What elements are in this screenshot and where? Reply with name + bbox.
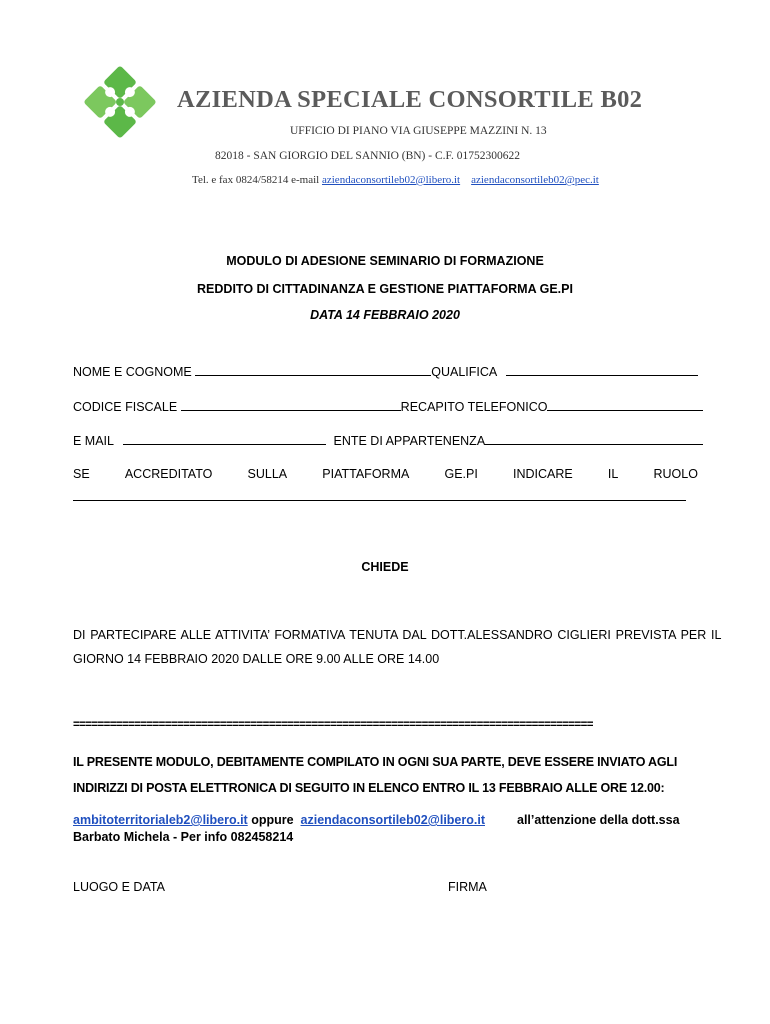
accreditato-word: RUOLO <box>653 467 698 481</box>
separator: ===================================================================================== <box>73 719 593 731</box>
organization-name: AZIENDA SPECIALE CONSORTILE B02 <box>177 86 643 113</box>
label-nome-cognome: NOME E COGNOME <box>73 365 192 379</box>
accreditato-word: SULLA <box>247 467 288 481</box>
notice-line1: IL PRESENTE MODULO, DEBITAMENTE COMPILATO IN OGNI SUA PARTE, DEVE ESSERE INVIATO AGLI <box>73 755 678 769</box>
accreditato-word: IL <box>607 467 619 481</box>
input-email[interactable] <box>123 432 326 445</box>
row-email-ente <box>73 432 703 448</box>
contacts-line1 <box>73 813 485 827</box>
input-recapito-telefonico[interactable] <box>547 398 703 411</box>
contact-attention: all’attenzione della dott.ssa <box>517 813 680 827</box>
form-title: MODULO DI ADESIONE SEMINARIO DI FORMAZIONE <box>226 254 544 268</box>
form-date: DATA 14 FEBBRAIO 2020 <box>310 308 460 322</box>
input-ente-appartenenza[interactable] <box>485 432 703 445</box>
label-ente-appartenenza: ENTE DI APPARTENENZA <box>333 434 486 448</box>
label-recapito-telefonico: RECAPITO TELEFONICO <box>400 400 548 414</box>
contact-email-ambito[interactable]: ambitoterritorialeb2@libero.it <box>73 813 248 827</box>
header-address-line1: UFFICIO DI PIANO VIA GIUSEPPE MAZZINI N. 13 <box>290 125 547 137</box>
notice-line2: INDIRIZZI DI POSTA ELETTRONICA DI SEGUITO IN ELENCO ENTRO IL 13 FEBBRAIO ALLE ORE 12.00: <box>73 781 665 795</box>
accreditato-word: SE <box>73 467 90 481</box>
row-nome-qualifica <box>73 363 698 379</box>
row-accreditato <box>73 467 698 481</box>
input-ruolo[interactable] <box>73 500 686 501</box>
accreditato-word: PIATTAFORMA <box>322 467 410 481</box>
label-luogo-data: LUOGO E DATA <box>73 880 165 894</box>
request-line1: DI PARTECIPARE ALLE ATTIVITA’ FORMATIVA TENUTA DAL DOTT.ALESSANDRO CIGLIERI PREVISTA PER IL <box>73 628 722 642</box>
label-codice-fiscale: CODICE FISCALE <box>73 400 178 414</box>
input-qualifica[interactable] <box>506 363 698 376</box>
header-email-link[interactable]: aziendaconsortileb02@libero.it <box>321 174 461 186</box>
header-contact-prefix: Tel. e fax 0824/58214 e-mail <box>192 174 322 186</box>
request-line2: GIORNO 14 FEBBRAIO 2020 DALLE ORE 9.00 ALLE ORE 14.00 <box>73 652 440 666</box>
contact-email-azienda[interactable]: aziendaconsortileb02@libero.it <box>300 813 485 827</box>
chiede-heading: CHIEDE <box>361 560 409 574</box>
label-firma: FIRMA <box>448 880 487 894</box>
label-email: E MAIL <box>73 434 114 448</box>
header-contact-line <box>192 174 599 186</box>
header-address-line2: 82018 - SAN GIORGIO DEL SANNIO (BN) - C.F. 01752300622 <box>215 150 520 162</box>
input-codice-fiscale[interactable] <box>181 398 401 411</box>
form-subtitle: REDDITO DI CITTADINANZA E GESTIONE PIATTAFORMA GE.PI <box>197 282 573 296</box>
contact-oppure: oppure <box>247 813 298 827</box>
row-cf-recapito <box>73 398 703 414</box>
label-qualifica: QUALIFICA <box>431 365 497 379</box>
accreditato-word: ACCREDITATO <box>124 467 213 481</box>
header-pec-link[interactable]: aziendaconsortileb02@pec.it <box>471 174 599 186</box>
input-nome-cognome[interactable] <box>195 363 431 376</box>
organization-logo <box>78 60 162 144</box>
accreditato-word: INDICARE <box>512 467 573 481</box>
contacts-line2: Barbato Michela - Per info 082458214 <box>73 830 294 844</box>
accreditato-word: GE.PI <box>444 467 478 481</box>
